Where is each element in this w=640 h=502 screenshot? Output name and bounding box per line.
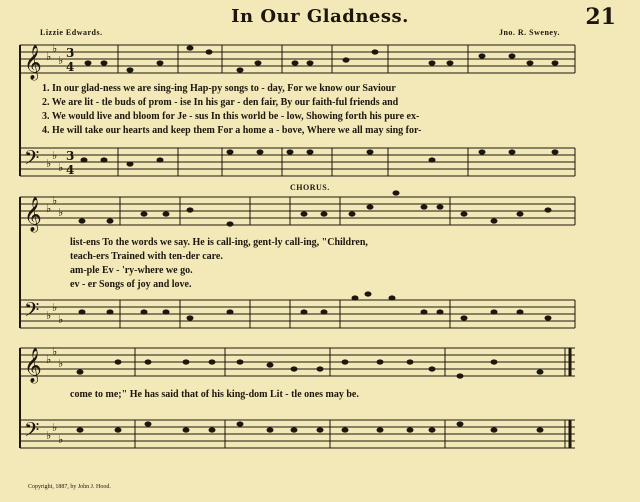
svg-text:♭: ♭	[52, 345, 58, 358]
system-3-bass-staff	[20, 420, 575, 448]
bass-clef-icon	[24, 146, 39, 446]
svg-text:𝄞: 𝄞	[24, 348, 42, 383]
svg-text:♭: ♭	[52, 421, 58, 434]
svg-text:♭: ♭	[58, 54, 64, 67]
svg-text:♭: ♭	[58, 433, 64, 446]
svg-text:𝄢: 𝄢	[24, 146, 40, 174]
svg-text:♭: ♭	[58, 161, 64, 174]
svg-text:4: 4	[66, 60, 75, 74]
hymn-title: In Our Gladness.	[231, 6, 409, 27]
system-2-lyric-line-3: am-ple Ev - 'ry-where we go.	[70, 265, 193, 276]
svg-text:𝄢: 𝄢	[24, 298, 40, 326]
system-2-bass-staff	[20, 300, 575, 328]
svg-text:♭: ♭	[46, 202, 52, 215]
svg-text:𝄞: 𝄞	[24, 197, 42, 232]
svg-text:3: 3	[66, 46, 75, 60]
system-2-lyric-line-1: list-ens To the words we say. He is call-ing, gent-ly call-ing, "Children,	[70, 237, 368, 248]
system-2-lyric-line-4: ev - er Songs of joy and love.	[70, 279, 192, 290]
treble-clef-icon	[24, 45, 42, 384]
composer-credit: Jno. R. Sweney.	[498, 28, 560, 37]
verse-3-line: 3. We would live and bloom for Je - sus In this world be - low, Showing forth his pure ex-	[42, 111, 420, 122]
copyright-notice: Copyright, 1887, by John J. Hood.	[28, 484, 111, 490]
svg-text:4: 4	[66, 163, 75, 177]
svg-text:𝄞: 𝄞	[24, 45, 42, 80]
svg-text:♭: ♭	[46, 50, 52, 63]
svg-text:♭: ♭	[52, 301, 58, 314]
lyricist-credit: Lizzie Edwards.	[40, 28, 103, 37]
svg-text:♭: ♭	[58, 206, 64, 219]
svg-text:♭: ♭	[46, 429, 52, 442]
svg-text:3: 3	[66, 149, 75, 163]
verse-1-line: 1. In our glad-ness we are sing-ing Hap-py songs to - day, For we know our Saviour	[42, 83, 396, 94]
svg-text:♭: ♭	[46, 309, 52, 322]
page-number: 21	[585, 4, 616, 30]
verse-4-line: 4. He will take our hearts and keep them For a home a - bove, Where we all may sing for-	[42, 125, 422, 136]
svg-text:♭: ♭	[52, 194, 58, 207]
svg-text:♭: ♭	[52, 42, 58, 55]
svg-text:♭: ♭	[52, 149, 58, 162]
system-1-treble-staff	[20, 45, 575, 73]
svg-text:♭: ♭	[46, 157, 52, 170]
svg-text:♭: ♭	[58, 313, 64, 326]
svg-text:♭: ♭	[46, 353, 52, 366]
svg-text:𝄢: 𝄢	[24, 418, 40, 446]
svg-text:♭: ♭	[58, 357, 64, 370]
verse-2-line: 2. We are lit - tle buds of prom - ise In his gar - den fair, By our faith-ful friends and	[42, 97, 399, 108]
system-3-lyric-line: come to me;" He has said that of his king-dom Lit - tle ones may be.	[70, 389, 359, 400]
system-2-lyric-line-2: teach-ers Trained with ten-der care.	[70, 251, 223, 262]
chorus-label: CHORUS.	[290, 183, 330, 192]
